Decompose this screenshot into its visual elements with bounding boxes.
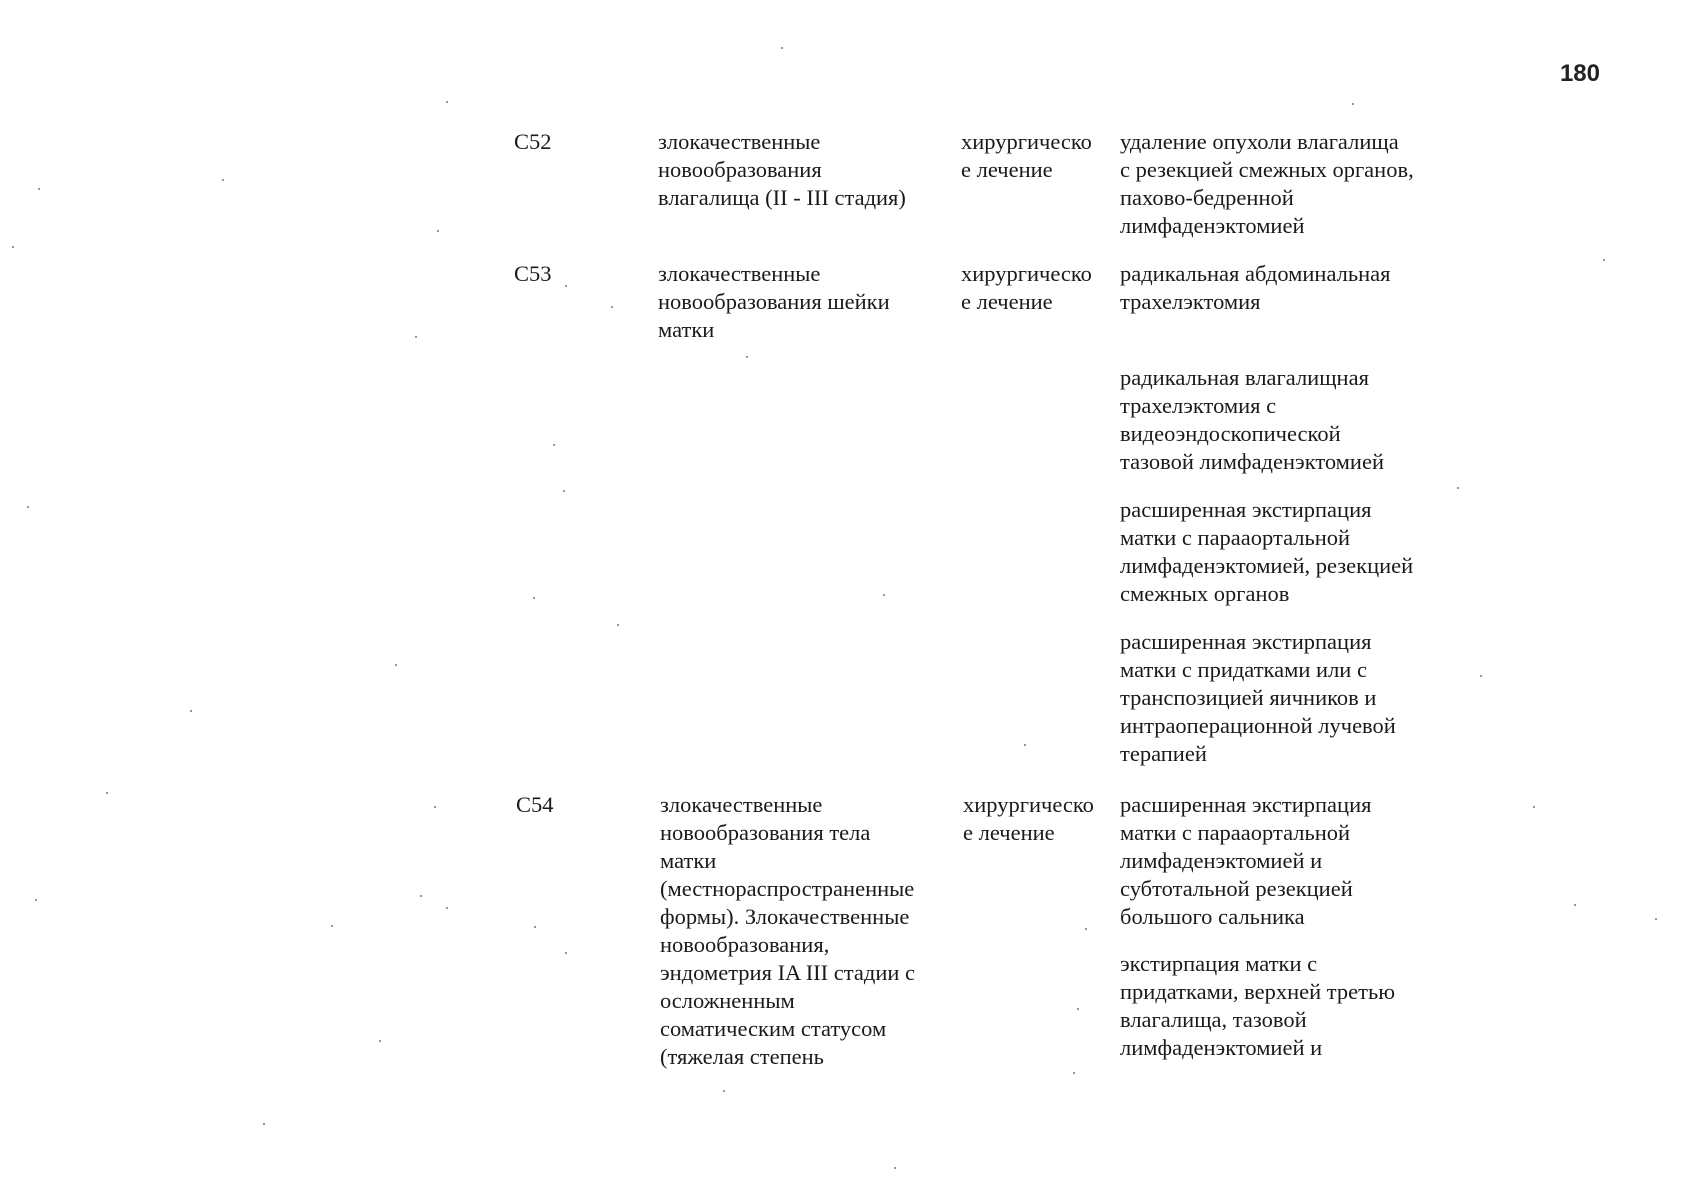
- row-c52-method-1: удаление опухоли влагалища с резекцией смежных органов, пахово-бедренной лимфаденэктомией: [1120, 129, 1414, 238]
- row-c53-diagnosis: злокачественные новообразования шейки матки: [658, 261, 890, 342]
- row-c54-code: C54: [516, 792, 554, 817]
- row-c53-treatment: хирургическо е лечение: [961, 261, 1092, 314]
- row-c53-method-4: расширенная экстирпация матки с придатками или с транспозицией яичников и интраоперационной лучевой терапией: [1120, 629, 1396, 766]
- row-c52-code: C52: [514, 129, 552, 154]
- row-c53-method-2: радикальная влагалищная трахелэктомия с видеоэндоскопической тазовой лимфаденэктомией: [1120, 365, 1384, 474]
- row-c53-method-1: радикальная абдоминальная трахелэктомия: [1120, 261, 1391, 314]
- row-c52-treatment: хирургическо е лечение: [961, 129, 1092, 182]
- row-c53-method-3: расширенная экстирпация матки с парааортальной лимфаденэктомией, резекцией смежных органов: [1120, 497, 1414, 606]
- row-c54-method-2: экстирпация матки с придатками, верхней третью влагалища, тазовой лимфаденэктомией и: [1120, 951, 1396, 1060]
- page-number: 180: [1559, 60, 1600, 87]
- row-c54-treatment: хирургическо е лечение: [963, 792, 1094, 845]
- row-c52-diagnosis: злокачественные новообразования влагалища (II - III стадия): [658, 129, 906, 210]
- row-c54-diagnosis: злокачественные новообразования тела матки (местнораспространенные формы). Злокачественные новообразования, эндометрия IA III стадии с осложненным соматическим статусом (тяжелая степень: [660, 792, 916, 1069]
- row-c54-method-1: расширенная экстирпация матки с парааортальной лимфаденэктомией и субтотальной резекцией большого сальника: [1120, 792, 1372, 929]
- row-c53-code: C53: [514, 261, 552, 286]
